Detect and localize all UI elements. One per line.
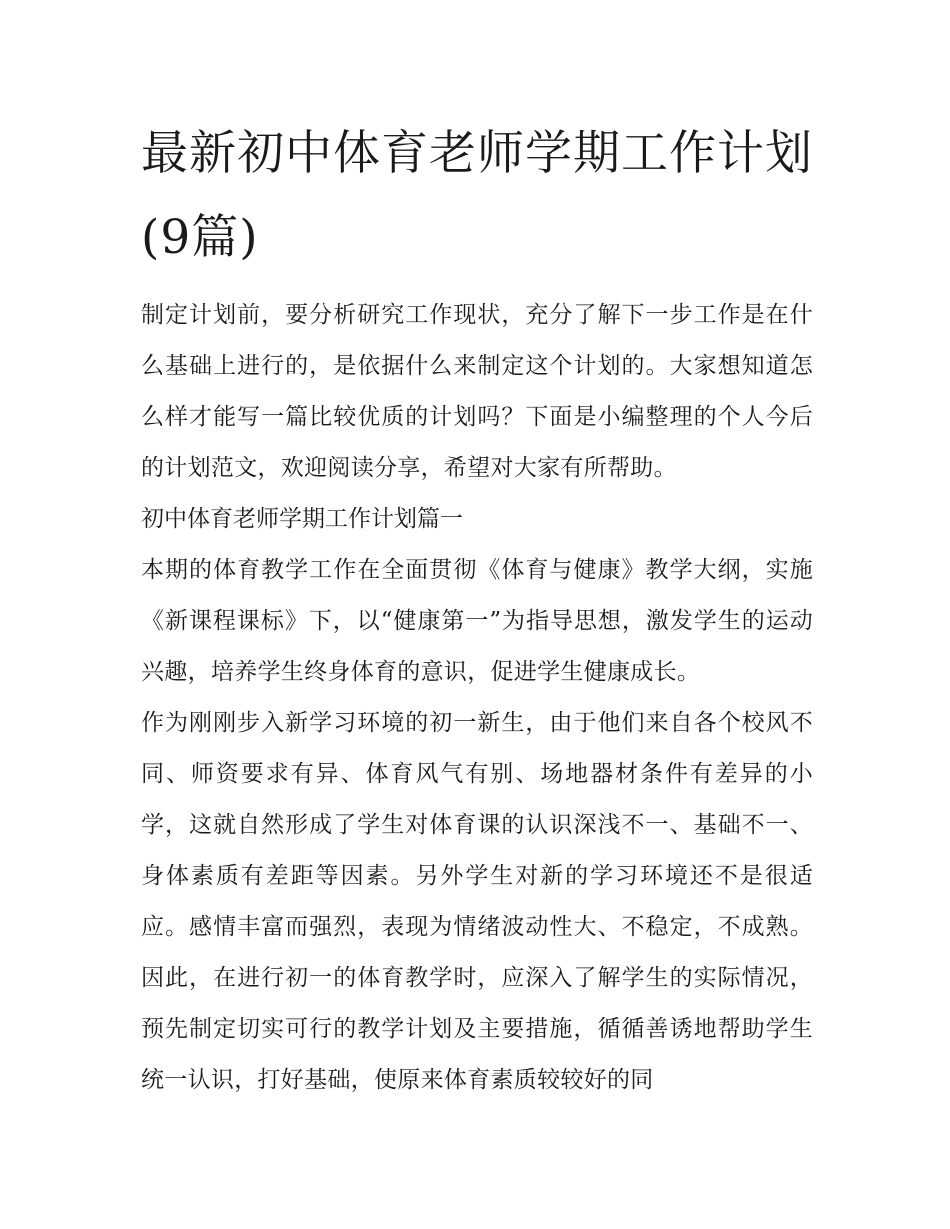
document-title: 最新初中体育老师学期工作计划(9篇) bbox=[141, 126, 813, 265]
document-content bbox=[141, 112, 813, 1106]
body-paragraph-1: 本期的体育教学工作在全面贯彻《体育与健康》教学大纲，实施《新课程课标》下，以“健康第一”为指导思想，激发学生的运动兴趣，培养学生终身体育的意识，促进学生健康成长。 bbox=[141, 557, 813, 685]
section-heading: 初中体育老师学期工作计划篇一 bbox=[141, 506, 463, 532]
body-paragraph-2: 作为刚刚步入新学习环境的初一新生，由于他们来自各个校风不同、师资要求有异、体育风气有别、场地器材条件有差异的小学，这就自然形成了学生对体育课的认识深浅不一、基础不一、身体素质有差距等因素。另外学生对新的学习环境还不是很适应。感情丰富而强烈，表现为情绪波动性大、不稳定，不成熟。因此，在进行初一的体育教学时，应深入了解学生的实际情况，预先制定切实可行的教学计划及主要措施，循循善诱地帮助学生统一认识，打好基础，使原来体育素质较较好的同 bbox=[141, 710, 813, 1093]
intro-paragraph: 制定计划前，要分析研究工作现状，充分了解下一步工作是在什么基础上进行的，是依据什么来制定这个计划的。大家想知道怎么样才能写一篇比较优质的计划吗？下面是小编整理的个人今后的计划范文，欢迎阅读分享，希望对大家有所帮助。 bbox=[141, 302, 813, 481]
